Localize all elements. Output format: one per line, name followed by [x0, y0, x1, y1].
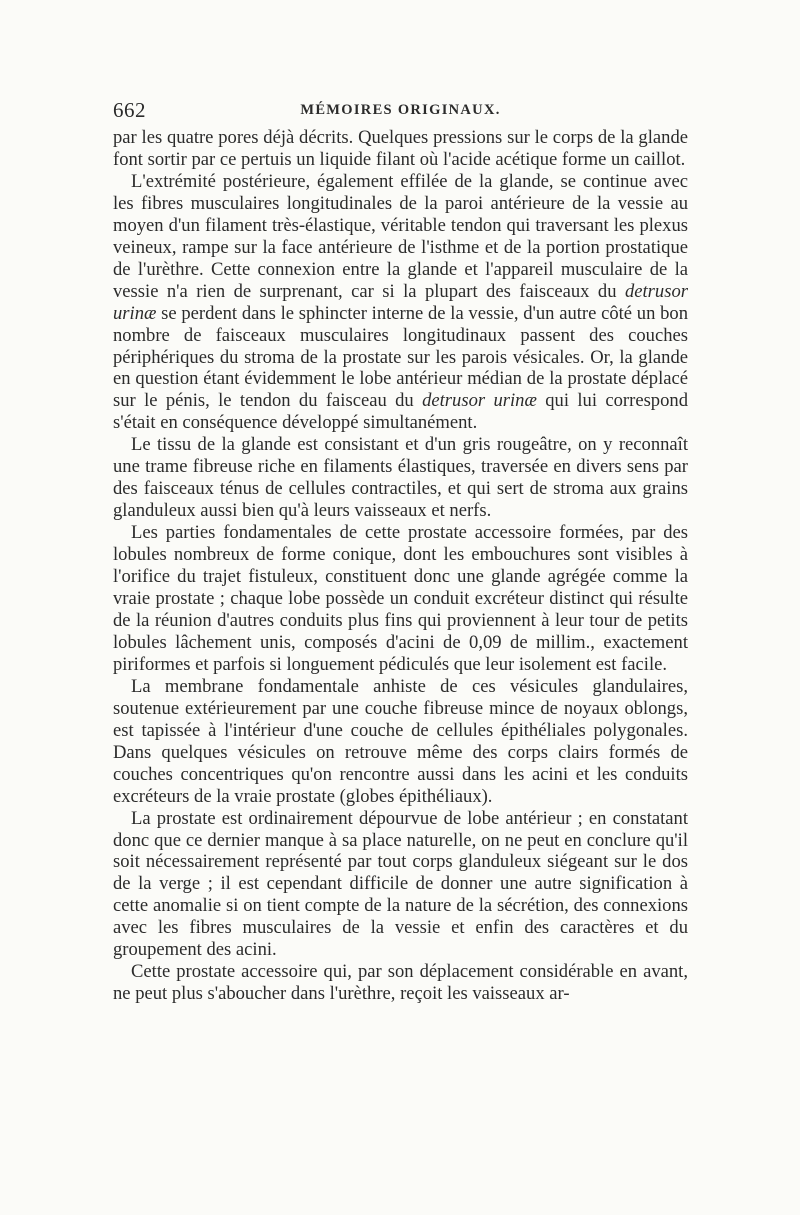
paragraph [113, 676, 688, 808]
body-text [113, 127, 688, 1005]
paragraph-text: La membrane fondamentale anhiste de ces vésicules glandulaires, soutenue extérieurement par une couche fibreuse mince de noyaux oblongs, est tapissée à l'intérieur d'une couche de cellules épithéliales polygonales. Dans quelques vésicules on retrouve même des corps clairs formés de couches concentriques qu'on rencontre aussi dans les acini et les conduits excréteurs de la vraie prostate (globes épithéliaux). [113, 675, 688, 807]
italic-text: detrusor urinæ [422, 390, 537, 412]
paragraph-text: se perdent dans le sphincter interne de la vessie, d'un autre côté un bon nombre de faisceaux musculaires longitudinaux passent des couches périphériques du stroma de la prostate sur les parois vésicales. Or, la glande en question étant évidemment le lobe antérieur médian de la prostate déplacé sur le pénis, le tendon du faisceau du [113, 302, 688, 412]
paragraph [113, 127, 688, 171]
paragraph-text: Cette prostate accessoire qui, par son déplacement considérable en avant, ne peut plus s'aboucher dans l'urèthre, reçoit les vaisseaux ar- [113, 961, 688, 1005]
paragraph [113, 434, 688, 522]
paragraph-text: par les quatre pores déjà décrits. Quelques pressions sur le corps de la glande font sortir par ce pertuis un liquide filant où l'acide acétique forme un caillot. [113, 127, 688, 170]
paragraph-text: L'extrémité postérieure, également effilée de la glande, se continue avec les fibres musculaires longitudinales de la paroi antérieure de la vessie au moyen d'un filament très-élastique, véritable tendon qui traversant les plexus veineux, rampe sur la face antérieure de l'isthme et de la portion prostatique de l'urèthre. Cette connexion entre la glande et l'appareil musculaire de la vessie n'a rien de surprenant, car si la plupart des faisceaux du [113, 170, 688, 302]
paragraph [113, 961, 688, 1005]
paragraph-text: Le tissu de la glande est consistant et d'un gris rougeâtre, on y reconnaît une trame fibreuse riche en filaments élastiques, traversée en divers sens par des faisceaux ténus de cellules contractiles, et qui sert de stroma aux grains glanduleux aussi bien qu'à leurs vaisseaux et nerfs. [113, 434, 688, 522]
running-head: MÉMOIRES ORIGINAUX. [300, 102, 501, 118]
paragraph-text: qui lui correspond s'était en conséquence développé simultanément. [113, 390, 688, 434]
paragraph-text: La prostate est ordinairement dépourvue de lobe antérieur ; en constatant donc que ce dernier manque à sa place naturelle, on ne peut en conclure qu'il soit nécessairement représenté par tout corps glanduleux siégeant sur le dos de la verge ; il est cependant difficile de donner une autre signification à cette anomalie si on tient compte de la nature de la sécrétion, des connexions avec les fibres musculaires de la vessie et enfin des caractères et du groupement des acini. [113, 807, 688, 961]
page-header [113, 98, 688, 124]
paragraph [113, 171, 688, 434]
paragraph [113, 808, 688, 962]
page-number: 662 [113, 98, 146, 122]
italic-text: detrusor urinæ [113, 280, 688, 324]
paragraph-text: Les parties fondamentales de cette prostate accessoire formées, par des lobules nombreux de forme conique, dont les embouchures sont visibles à l'orifice du trajet fistuleux, constituent donc une glande agrégée comme la vraie prostate ; chaque lobe possède un conduit excréteur distinct qui résulte de la réunion d'autres conduits plus fins qui proviennent à leur tour de petits lobules lâchement unis, composés d'acini de 0,09 de millim., exactement piriformes et parfois si longuement pédiculés que leur isolement est facile. [113, 522, 688, 675]
paragraph [113, 522, 688, 676]
